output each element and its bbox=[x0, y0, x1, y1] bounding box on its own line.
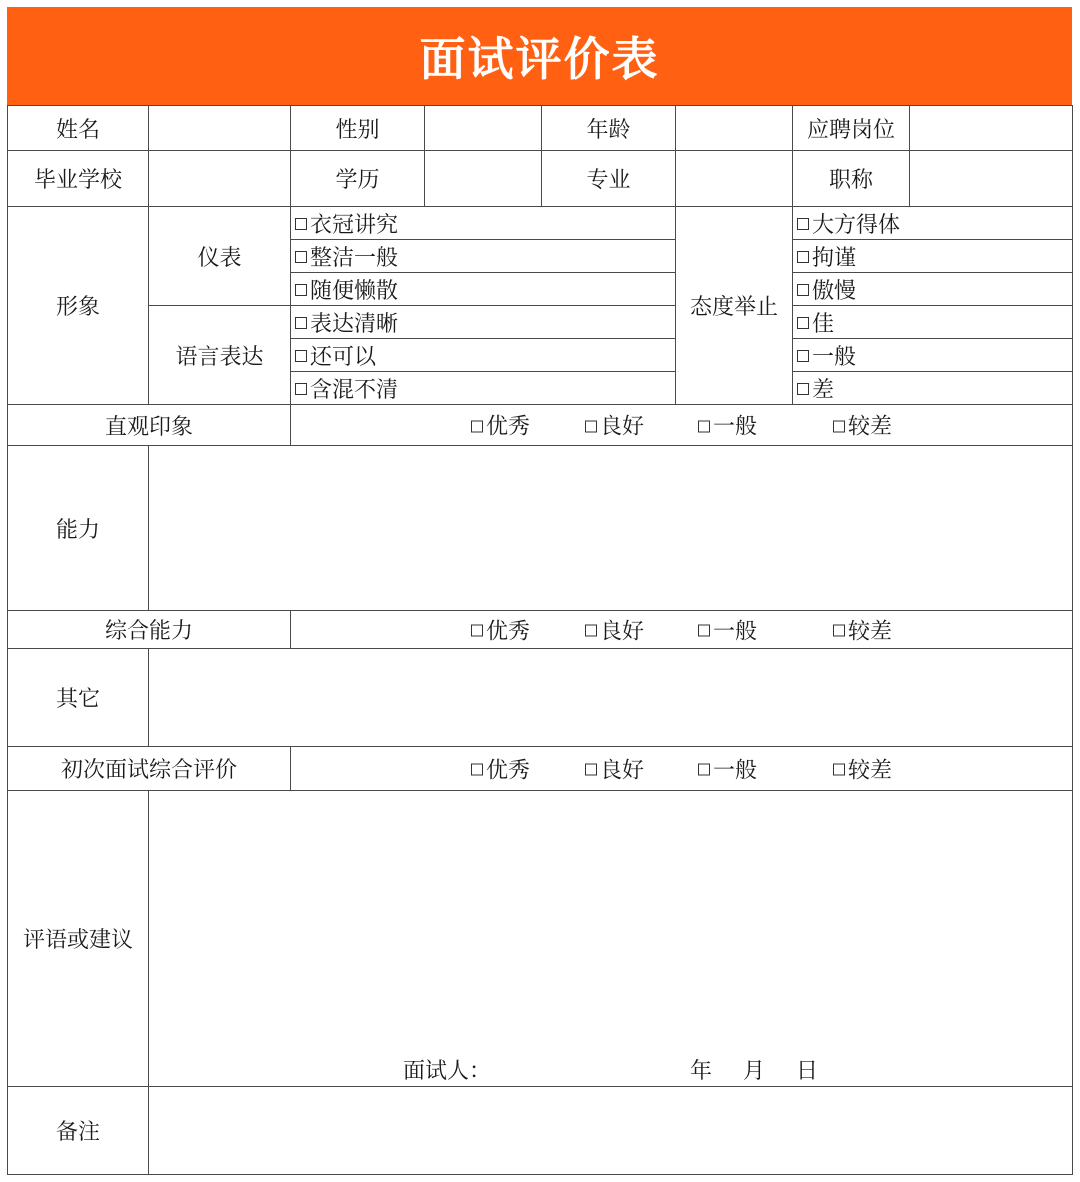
rating-option[interactable]: 一般 bbox=[698, 753, 757, 784]
rating-option[interactable]: 一般 bbox=[698, 614, 757, 645]
remarks-value[interactable] bbox=[149, 1087, 1073, 1175]
remarks-row bbox=[8, 1087, 1073, 1175]
school-label: 毕业学校 bbox=[8, 151, 149, 207]
appearance-option[interactable]: 整洁一般 bbox=[291, 240, 676, 273]
comments-value[interactable] bbox=[149, 791, 1073, 1087]
checkbox-icon[interactable] bbox=[295, 218, 307, 230]
basic-info-row-2 bbox=[8, 151, 1073, 207]
attitude-option[interactable]: 佳 bbox=[793, 306, 1073, 339]
checkbox-icon[interactable] bbox=[698, 420, 710, 432]
checkbox-icon[interactable] bbox=[797, 317, 809, 329]
rating-option[interactable]: 良好 bbox=[585, 753, 644, 784]
name-label: 姓名 bbox=[8, 106, 149, 151]
year-label: 年 bbox=[690, 1059, 713, 1084]
checkbox-icon[interactable] bbox=[471, 625, 483, 637]
overall-ability-rating bbox=[291, 611, 1073, 649]
education-label: 学历 bbox=[291, 151, 425, 207]
language-label: 语言表达 bbox=[149, 306, 291, 405]
checkbox-icon[interactable] bbox=[797, 251, 809, 263]
appearance-option[interactable]: 随便懒散 bbox=[291, 273, 676, 306]
attitude-option[interactable]: 差 bbox=[793, 372, 1073, 405]
age-label: 年龄 bbox=[542, 106, 676, 151]
attitude-option[interactable]: 傲慢 bbox=[793, 273, 1073, 306]
checkbox-icon[interactable] bbox=[833, 420, 845, 432]
day-label: 日 bbox=[796, 1059, 819, 1084]
checkbox-icon[interactable] bbox=[295, 350, 307, 362]
job-title-label: 职称 bbox=[793, 151, 910, 207]
ability-value[interactable] bbox=[149, 446, 1073, 611]
first-interview-label: 初次面试综合评价 bbox=[8, 747, 291, 791]
impression-rating bbox=[291, 405, 1073, 446]
interviewer-label: 面试人： bbox=[403, 1059, 492, 1084]
overall-ability-label: 综合能力 bbox=[8, 611, 291, 649]
attitude-option[interactable]: 大方得体 bbox=[793, 207, 1073, 240]
other-label: 其它 bbox=[8, 649, 149, 747]
rating-option[interactable]: 良好 bbox=[585, 410, 644, 441]
signature-line bbox=[149, 1054, 1072, 1084]
other-value[interactable] bbox=[149, 649, 1073, 747]
first-interview-rating bbox=[291, 747, 1073, 791]
rating-option[interactable]: 优秀 bbox=[471, 614, 530, 645]
major-value[interactable] bbox=[676, 151, 793, 207]
image-label: 形象 bbox=[8, 207, 149, 405]
interview-evaluation-form bbox=[7, 7, 1072, 1175]
form-table bbox=[7, 105, 1073, 1175]
basic-info-row-1 bbox=[8, 106, 1073, 151]
gender-value[interactable] bbox=[425, 106, 542, 151]
comments-row bbox=[8, 791, 1073, 1087]
language-option[interactable]: 表达清晰 bbox=[291, 306, 676, 339]
overall-ability-row bbox=[8, 611, 1073, 649]
checkbox-icon[interactable] bbox=[833, 625, 845, 637]
gender-label: 性别 bbox=[291, 106, 425, 151]
checkbox-icon[interactable] bbox=[585, 764, 597, 776]
form-title: 面试评价表 bbox=[7, 7, 1072, 105]
remarks-label: 备注 bbox=[8, 1087, 149, 1175]
checkbox-icon[interactable] bbox=[585, 420, 597, 432]
rating-option[interactable]: 较差 bbox=[833, 410, 892, 441]
impression-label: 直观印象 bbox=[8, 405, 291, 446]
language-option[interactable]: 还可以 bbox=[291, 339, 676, 372]
rating-option[interactable]: 良好 bbox=[585, 614, 644, 645]
image-row bbox=[8, 306, 1073, 339]
position-value[interactable] bbox=[910, 106, 1073, 151]
job-title-value[interactable] bbox=[910, 151, 1073, 207]
appearance-option[interactable]: 衣冠讲究 bbox=[291, 207, 676, 240]
checkbox-icon[interactable] bbox=[295, 251, 307, 263]
school-value[interactable] bbox=[149, 151, 291, 207]
attitude-option[interactable]: 一般 bbox=[793, 339, 1073, 372]
month-label: 月 bbox=[743, 1059, 766, 1084]
language-option[interactable]: 含混不清 bbox=[291, 372, 676, 405]
name-value[interactable] bbox=[149, 106, 291, 151]
appearance-label: 仪表 bbox=[149, 207, 291, 306]
ability-label: 能力 bbox=[8, 446, 149, 611]
image-row bbox=[8, 207, 1073, 240]
checkbox-icon[interactable] bbox=[471, 764, 483, 776]
checkbox-icon[interactable] bbox=[471, 420, 483, 432]
education-value[interactable] bbox=[425, 151, 542, 207]
checkbox-icon[interactable] bbox=[295, 383, 307, 395]
ability-row bbox=[8, 446, 1073, 611]
position-label: 应聘岗位 bbox=[793, 106, 910, 151]
attitude-label: 态度举止 bbox=[676, 207, 793, 405]
rating-option[interactable]: 较差 bbox=[833, 614, 892, 645]
checkbox-icon[interactable] bbox=[585, 625, 597, 637]
checkbox-icon[interactable] bbox=[833, 764, 845, 776]
rating-option[interactable]: 优秀 bbox=[471, 753, 530, 784]
impression-row bbox=[8, 405, 1073, 446]
checkbox-icon[interactable] bbox=[295, 284, 307, 296]
checkbox-icon[interactable] bbox=[797, 284, 809, 296]
checkbox-icon[interactable] bbox=[295, 317, 307, 329]
checkbox-icon[interactable] bbox=[797, 350, 809, 362]
checkbox-icon[interactable] bbox=[797, 218, 809, 230]
age-value[interactable] bbox=[676, 106, 793, 151]
first-interview-row bbox=[8, 747, 1073, 791]
other-row bbox=[8, 649, 1073, 747]
checkbox-icon[interactable] bbox=[797, 383, 809, 395]
checkbox-icon[interactable] bbox=[698, 625, 710, 637]
rating-option[interactable]: 优秀 bbox=[471, 410, 530, 441]
comments-label: 评语或建议 bbox=[8, 791, 149, 1087]
rating-option[interactable]: 较差 bbox=[833, 753, 892, 784]
attitude-option[interactable]: 拘谨 bbox=[793, 240, 1073, 273]
checkbox-icon[interactable] bbox=[698, 764, 710, 776]
rating-option[interactable]: 一般 bbox=[698, 410, 757, 441]
major-label: 专业 bbox=[542, 151, 676, 207]
